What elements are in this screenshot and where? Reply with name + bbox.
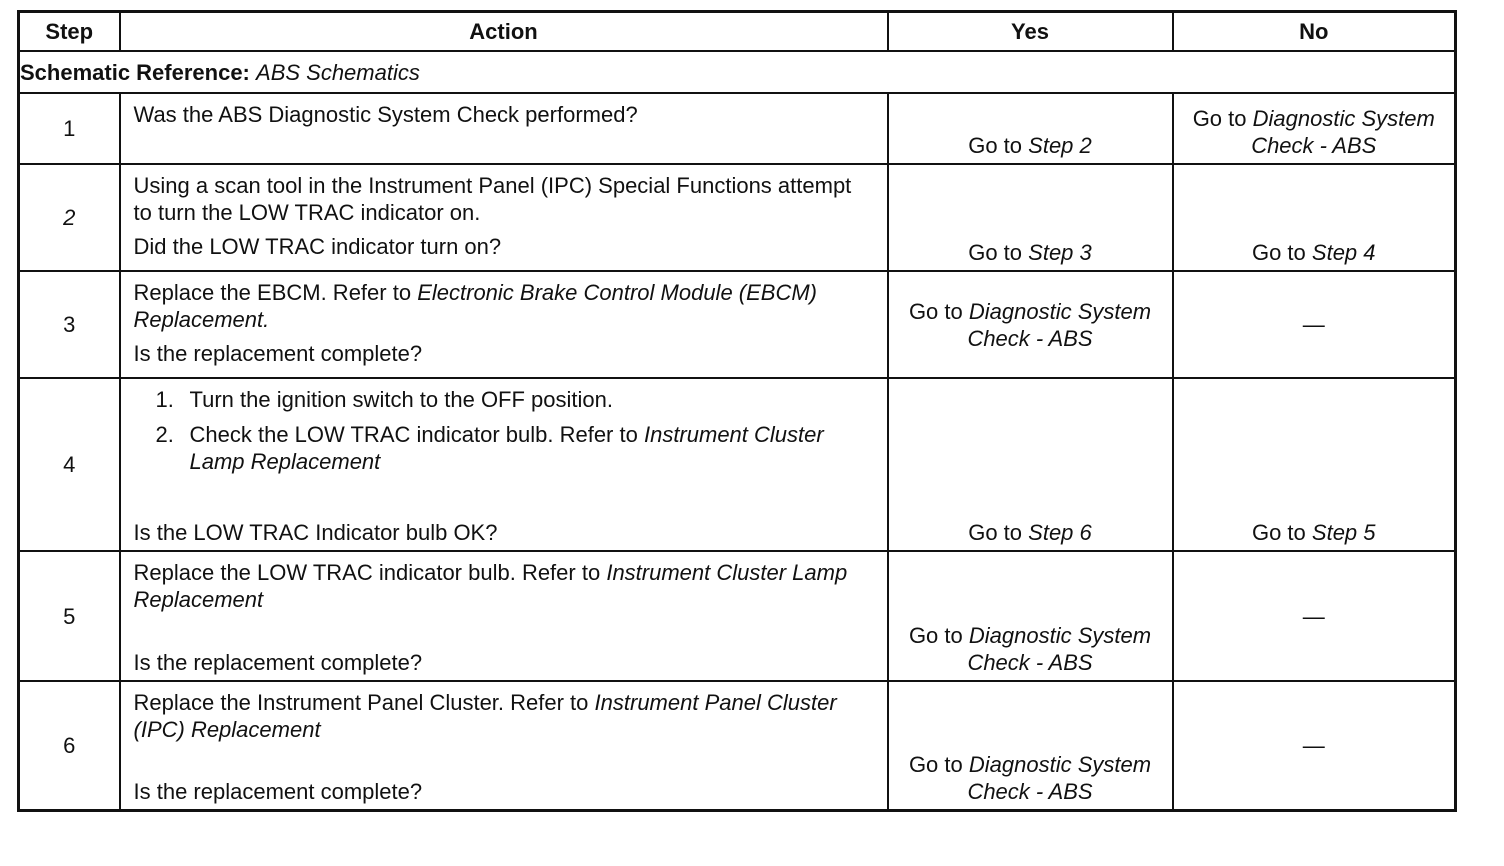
no-link[interactable]: Step 4 [1311,240,1376,265]
action-text-wrap [134,689,875,743]
table-row [19,271,1456,378]
yes-link[interactable]: Step 2 [1028,133,1092,158]
yes-link[interactable]: Diagnostic System Check - ABS [967,623,1152,675]
no-dash: — [1302,732,1325,758]
no-cell [1173,378,1456,551]
no-cell [1173,93,1456,164]
action-reference-link[interactable]: Instrument Panel Cluster (IPC) Replacement [133,690,837,742]
yes-prefix: Go to [968,520,1023,545]
no-dash: — [1302,603,1325,629]
sub-step-number: 1. [155,387,174,412]
no-prefix: Go to [1251,240,1306,265]
no-dash: — [1302,312,1325,337]
no-cell [1173,164,1456,271]
table-row [19,681,1456,810]
sub-step-number: 2. [155,422,174,447]
step-number: 1 [19,93,120,164]
yes-cell [888,271,1173,378]
yes-link[interactable]: Step 3 [1028,240,1092,265]
yes-prefix: Go to [908,751,963,777]
yes-prefix: Go to [968,133,1023,158]
action-reference-link[interactable]: Electronic Brake Control Module (EBCM) Replacement. [133,280,818,332]
diagnostic-table [17,10,1457,812]
action-cell [120,378,888,551]
yes-cell [888,378,1173,551]
table-row [19,378,1456,551]
action-text: Replace the LOW TRAC indicator bulb. Refer to [133,560,601,585]
yes-prefix: Go to [968,240,1023,265]
no-prefix: Go to [1192,106,1247,131]
action-question: Is the replacement complete? [133,341,423,366]
action-text: Was the ABS Diagnostic System Check performed? [133,102,638,127]
header-step: Step [19,12,120,52]
action-text-wrap [134,279,875,333]
table-row [19,164,1456,271]
header-yes: Yes [888,12,1173,52]
step-number: 5 [19,551,120,681]
yes-link[interactable]: Diagnostic System Check - ABS [967,751,1152,804]
yes-prefix: Go to [908,623,963,648]
no-prefix: Go to [1251,520,1306,545]
action-text-wrap [134,559,875,613]
schematic-reference-row [19,51,1456,93]
schematic-reference-label: Schematic Reference: [20,59,250,85]
step-number: 6 [19,681,120,810]
action-text: Using a scan tool in the Instrument Panel (IPC) Special Functions attempt to turn the LOW TRAC indicator on. [133,173,852,225]
action-question: Is the LOW TRAC Indicator bulb OK? [133,520,498,545]
action-question: Is the replacement complete? [133,650,423,675]
action-cell [120,681,888,810]
yes-cell [888,551,1173,681]
sub-step-text: Turn the ignition switch to the OFF position. [189,387,613,412]
step-number: 3 [19,271,120,378]
no-cell [1173,551,1456,681]
sub-step-list [134,386,875,475]
table-row [19,551,1456,681]
no-cell [1173,271,1456,378]
sub-step-reference-link[interactable]: Instrument Cluster Lamp Replacement [189,422,824,474]
schematic-reference [19,51,1456,93]
step-number: 2 [19,164,120,271]
header-no: No [1173,12,1456,52]
yes-cell [888,164,1173,271]
header-row [19,12,1456,52]
yes-link[interactable]: Step 6 [1028,520,1092,545]
action-cell [120,164,888,271]
action-reference-link[interactable]: Instrument Cluster Lamp Replacement [133,560,848,612]
action-question: Is the replacement complete? [133,778,423,804]
yes-prefix: Go to [908,298,963,324]
step-number: 4 [19,378,120,551]
sub-step [156,386,875,413]
yes-cell [888,93,1173,164]
no-link[interactable]: Diagnostic System Check - ABS [1251,106,1435,158]
action-question: Did the LOW TRAC indicator turn on? [133,234,502,259]
action-text: Replace the Instrument Panel Cluster. Refer to [133,690,589,715]
table-row [19,93,1456,164]
yes-link[interactable]: Diagnostic System Check - ABS [967,298,1152,351]
sub-step-text: Check the LOW TRAC indicator bulb. Refer to [189,422,638,447]
yes-cell [888,681,1173,810]
no-link[interactable]: Step 5 [1311,520,1376,545]
action-text: Replace the EBCM. Refer to [133,280,412,305]
sub-step [156,421,875,475]
header-action: Action [120,12,888,52]
action-cell [120,271,888,378]
schematic-reference-link[interactable]: ABS Schematics [256,59,420,85]
no-cell [1173,681,1456,810]
action-cell [120,93,888,164]
action-cell [120,551,888,681]
